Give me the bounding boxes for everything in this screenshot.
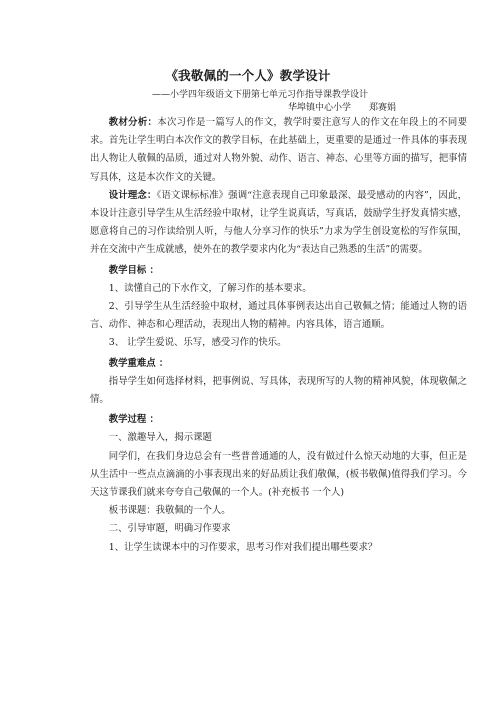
concept-label: 设计理念：: [108, 189, 157, 201]
key-points-heading: 教学重难点 ：: [108, 357, 169, 369]
analysis-text: 本次习作是一篇写人的作文，教学时要注意写人的作文在年段上的不同要求。首先让学生明白本次作文的教学目标，在此基础上，更重要的是通过一件具体的事表现出人物让人敬佩的品质，通过对人物外貌、动作、语言、神态、心里等方面的描写，把事情写具体，这是本次作文的关键。: [90, 117, 467, 183]
author-line: 华埠镇中心小学 郑赛娟: [288, 103, 397, 113]
step-1-heading: 一、激趣导入，揭示课题: [108, 432, 212, 444]
goal-item-3: 3、 让学生爱说、乐写，感受习作的快乐。: [108, 337, 287, 349]
step-2-heading: 二、引导审题，明确习作要求: [108, 523, 231, 535]
step-1-text: 同学们，在我们身边总会有一些普普通通的人，没有做过什么惊天动地的大事，但正是从生活中一些点点滴滴的小事表现出来的好品质让我们敬佩，(板书敬佩)值得我们学习。今天这节课我们就来夸夸自己敬佩的一个人。(补充板书 一个人): [90, 450, 467, 499]
concept-text: 《语文课标标准》强调“注意表现自己印象最深、最受感动的内容”，因此，本设计注意引导学生从生活经验中取材，让学生说真话，写真话，鼓励学生抒发真情实感，愿意将自己的习作读给别人听，与他人分享习作的快乐”力求为学生创设宽松的写作氛围，并在交流中产生成就感，使外在的教学要求内化为“表达自己熟悉的生活”的需要。: [90, 189, 467, 256]
goals-heading: 教学目标 ：: [108, 264, 159, 276]
process-heading: 教学过程 ：: [108, 414, 159, 426]
analysis-label: 教材分析：: [108, 117, 158, 128]
goal-item-2: 2、引导学生从生活经验中取材，通过具体事例表达出自己敬佩之情；能通过人物的语言、动作、神态和心理活动，表现出人物的精神。内容具体，语言通顺。: [90, 301, 467, 331]
key-points-text: 指导学生如何选择材料，把事例说、写具体，表现所写的人物的精神风貌，体现敬佩之情。: [90, 375, 467, 406]
document-subtitle: ——小学四年级语文下册第七单元习作指导课教学设计: [152, 90, 369, 100]
document-body: [90, 114, 467, 557]
document-title: 《我敬佩的一个人》教学设计: [165, 68, 331, 83]
board-title-line: 板书课题：我敬佩的一个人。: [108, 505, 231, 517]
step-2-text: 1、让学生读课本中的习作要求，思考习作对我们提出哪些要求？: [108, 541, 378, 553]
concept-paragraph: [90, 187, 467, 260]
analysis-paragraph: [90, 114, 467, 187]
goal-item-1: 1、读懂自己的下水作文，了解习作的基本要求。: [108, 282, 312, 294]
